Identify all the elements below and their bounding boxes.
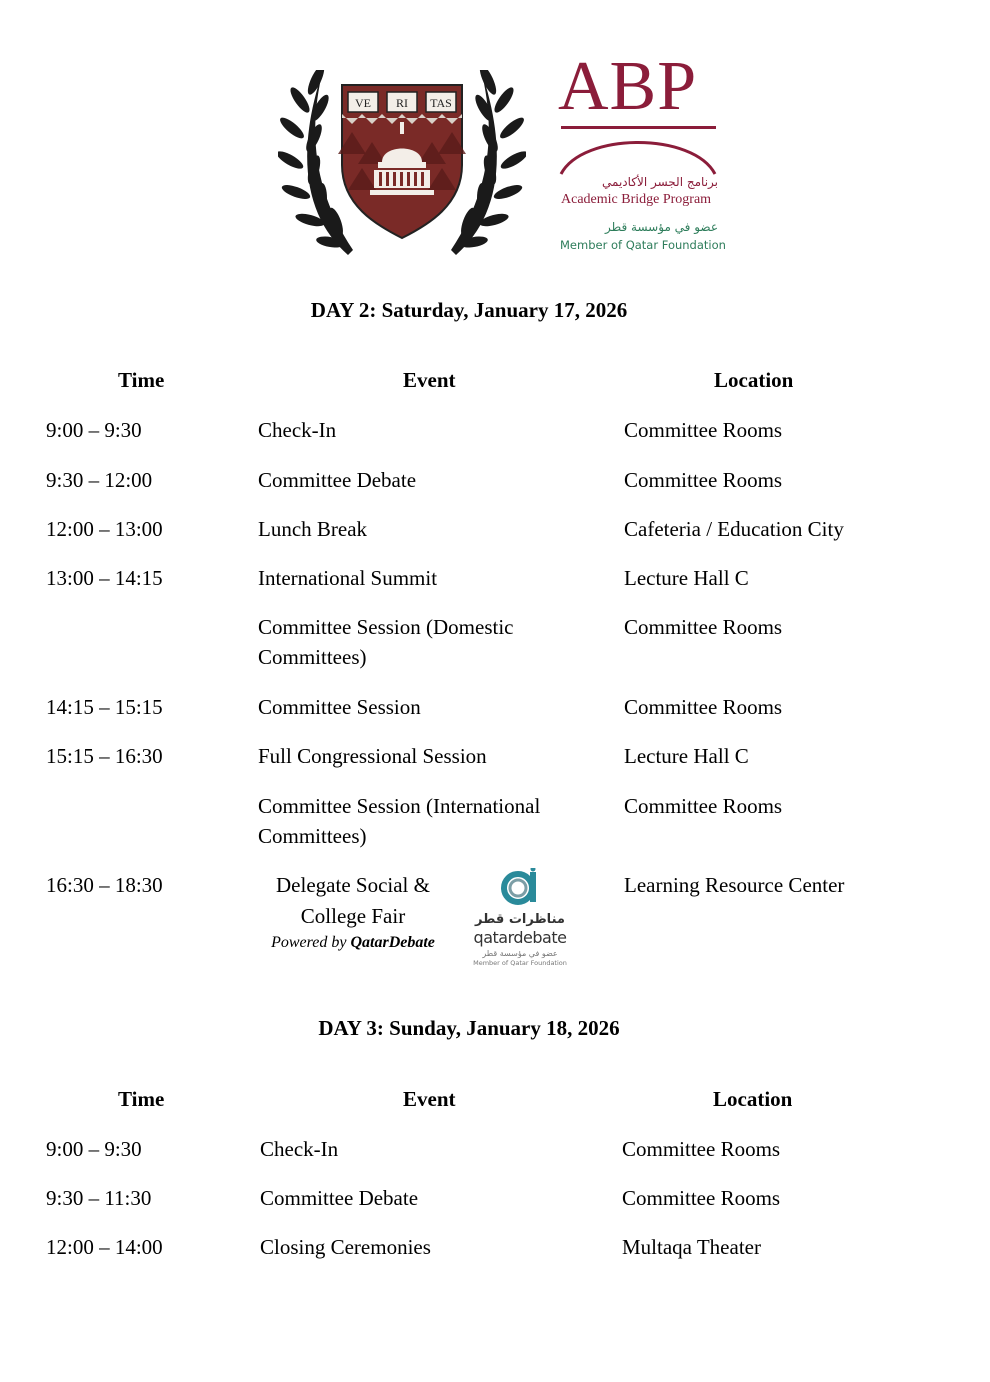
day3-row-location: Committee Rooms — [622, 1137, 781, 1161]
day2-row-location: Committee Rooms — [624, 695, 783, 719]
day2-row-event: Lunch Break — [258, 517, 368, 541]
qatardebate-mark-icon — [466, 868, 574, 912]
event-line: Delegate Social & — [276, 873, 430, 897]
abp-qf-arabic: عضو في مؤسسة قطر — [605, 220, 718, 234]
abp-qf-english: Member of Qatar Foundation — [560, 238, 726, 252]
event-line: Committee Session (International — [258, 794, 541, 818]
powered-by-line — [258, 932, 448, 954]
day2-row-location: Committee Rooms — [624, 794, 783, 818]
qatardebate-arabic: مناظرات قطر — [475, 912, 565, 927]
day2-row-event — [258, 791, 540, 851]
day2-row-event — [258, 612, 513, 672]
day2-title: DAY 2: Saturday, January 17, 2026 — [310, 298, 628, 322]
powered-by-name: QatarDebate — [350, 934, 435, 951]
qatardebate-qf-arabic: عضو في مؤسسة قطر — [482, 949, 558, 958]
day2-row-event-social — [258, 870, 448, 954]
day2-row-time: 13:00 – 14:15 — [46, 566, 163, 590]
day2-row-location: Lecture Hall C — [624, 566, 749, 590]
day3-row-event: Closing Ceremonies — [260, 1235, 431, 1259]
day3-row-event: Committee Debate — [260, 1186, 419, 1210]
day3-row-time: 9:00 – 9:30 — [46, 1137, 142, 1161]
day2-row-event: Committee Debate — [258, 468, 417, 492]
day2-header-location: Location — [714, 368, 794, 392]
svg-text:VE: VE — [355, 96, 371, 110]
abp-english-name: Academic Bridge Program — [561, 192, 712, 207]
qatardebate-english: qatardebate — [473, 928, 567, 947]
day2-row-time: 9:30 – 12:00 — [46, 468, 153, 492]
day2-row-time: 15:15 – 16:30 — [46, 744, 163, 768]
day3-header-event: Event — [403, 1087, 456, 1111]
day3-title: DAY 3: Sunday, January 18, 2026 — [318, 1016, 620, 1040]
event-line: Committees) — [258, 645, 367, 669]
abp-arc-icon — [558, 132, 718, 177]
day2-row-location: Lecture Hall C — [624, 744, 749, 768]
abp-arabic-name: برنامج الجسر الأكاديمي — [602, 175, 718, 189]
day2-row-time: 9:00 – 9:30 — [46, 418, 142, 442]
day2-row-location: Learning Resource Center — [624, 873, 845, 897]
day2-row-location: Committee Rooms — [624, 615, 783, 639]
day2-row-location: Committee Rooms — [624, 418, 783, 442]
day2-header-time: Time — [118, 368, 165, 392]
abp-logo — [558, 48, 726, 260]
day3-header-location: Location — [713, 1087, 793, 1111]
day3-row-event: Check-In — [260, 1137, 339, 1161]
day2-row-event: Committee Session — [258, 695, 421, 719]
day3-row-time: 9:30 – 11:30 — [46, 1186, 152, 1210]
abp-logo-rule — [561, 126, 716, 129]
day2-row-time: 14:15 – 15:15 — [46, 695, 163, 719]
congress-crest-logo — [278, 70, 526, 260]
day2-row-event: Check-In — [258, 418, 337, 442]
abp-logo-title: ABP — [558, 48, 698, 125]
event-line: Committee Session (Domestic — [258, 615, 514, 639]
day3-row-location: Multaqa Theater — [622, 1235, 761, 1259]
day2-header-event: Event — [403, 368, 456, 392]
day2-row-location: Cafeteria / Education City — [624, 517, 844, 541]
header-logos — [0, 48, 990, 265]
day2-row-location: Committee Rooms — [624, 468, 783, 492]
day3-row-location: Committee Rooms — [622, 1186, 781, 1210]
day2-row-time: 12:00 – 13:00 — [46, 517, 163, 541]
day2-row-event: Full Congressional Session — [258, 744, 487, 768]
day3-header-time: Time — [118, 1087, 165, 1111]
svg-text:TAS: TAS — [430, 96, 452, 110]
event-line: College Fair — [300, 904, 406, 928]
day3-row-time: 12:00 – 14:00 — [46, 1235, 163, 1259]
qatardebate-logo — [466, 868, 576, 972]
day2-row-event: International Summit — [258, 566, 438, 590]
day2-row-time: 16:30 – 18:30 — [46, 873, 163, 897]
powered-by-prefix: Powered by — [271, 934, 351, 951]
veritas-books-icon — [348, 92, 456, 112]
svg-text:RI: RI — [396, 96, 408, 110]
event-line: Committees) — [258, 824, 367, 848]
qatardebate-qf-english: Member of Qatar Foundation — [473, 959, 567, 967]
